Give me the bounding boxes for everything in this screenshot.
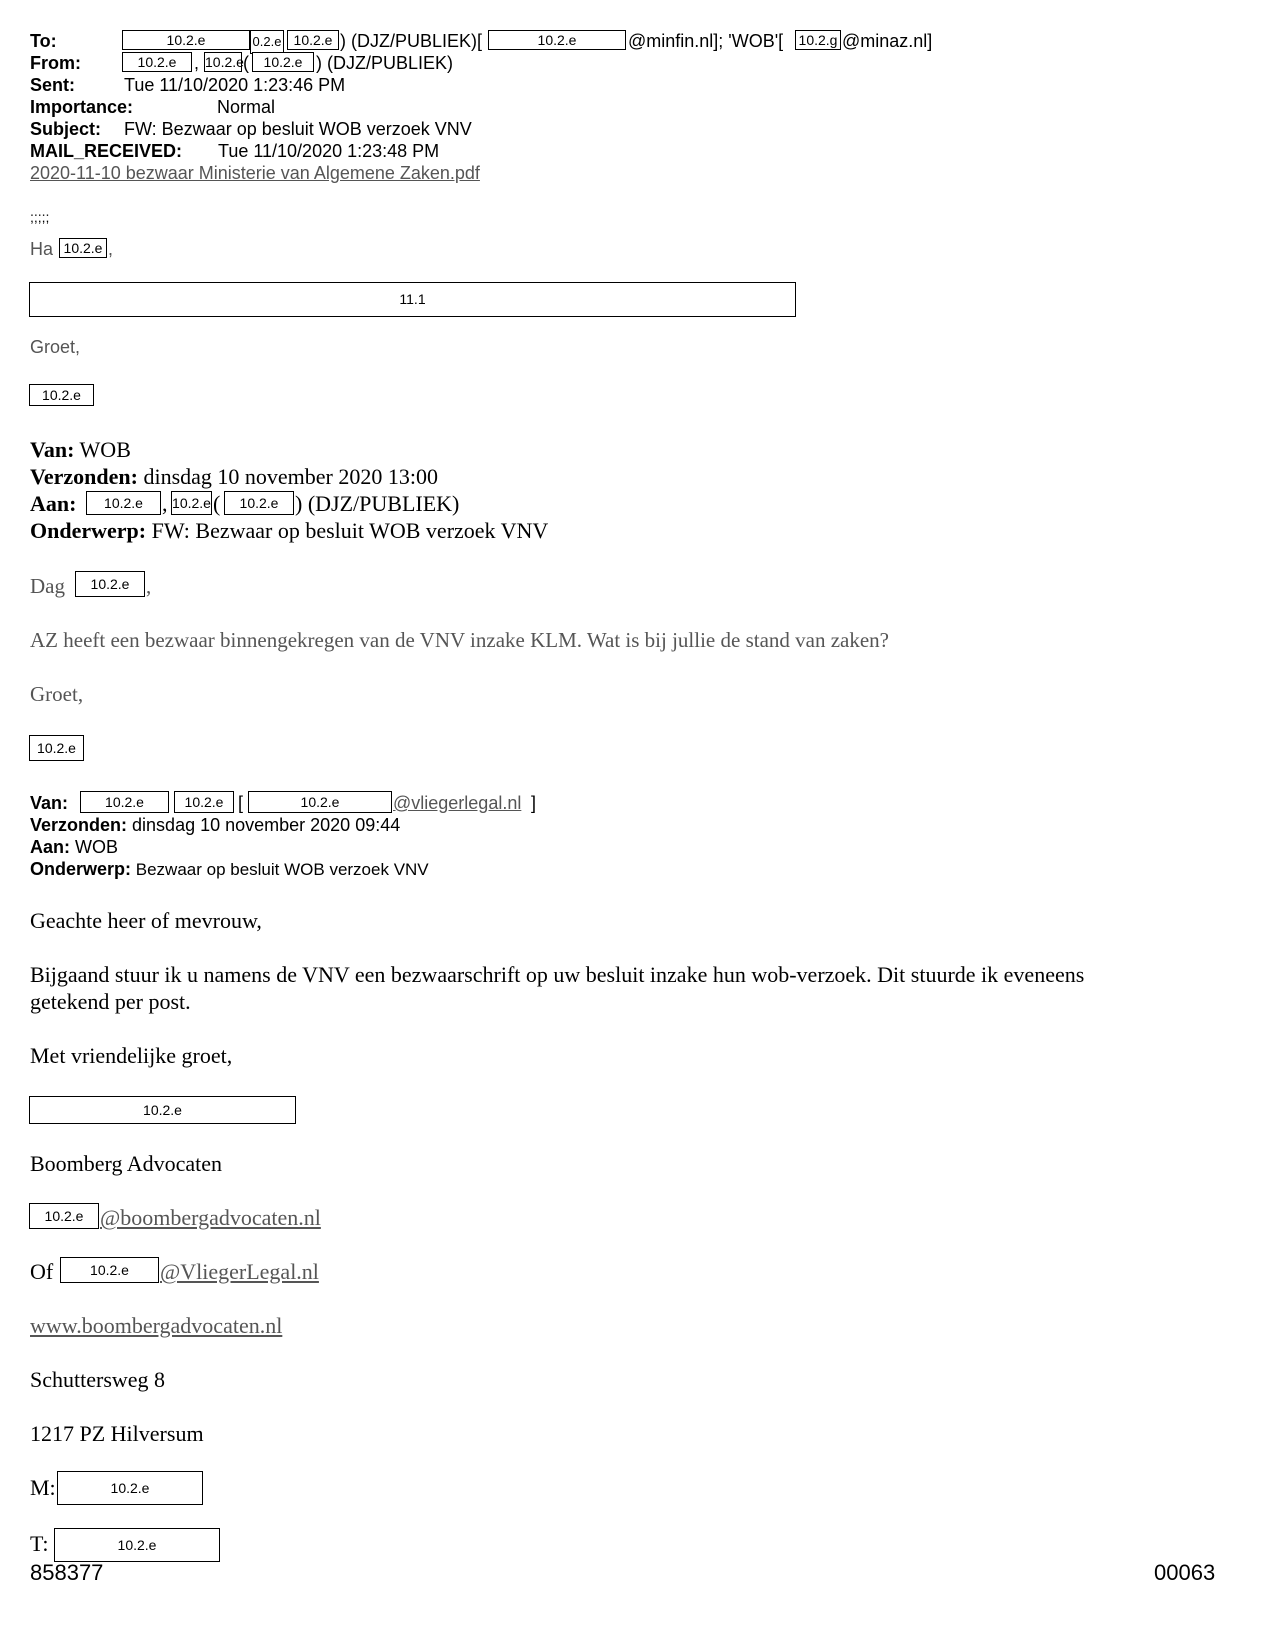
from-paren: ( (243, 53, 249, 73)
footer-page-number: 00063 (1154, 1560, 1216, 1585)
received-label: MAIL_RECEIVED: (30, 141, 183, 161)
website-link[interactable]: www.boombergadvocaten.nl (30, 1313, 283, 1338)
redaction-box: 10.2.e (122, 52, 192, 72)
to-tail-text: @minfin.nl]; 'WOB'[ (628, 31, 784, 51)
aan-sep: , (162, 491, 168, 516)
redaction-box: 10.2.e (205, 54, 244, 70)
redaction-box: 10.2.e (252, 52, 314, 72)
aan-paren: ( (213, 491, 221, 516)
msg3-onderwerp-line (30, 858, 429, 881)
msg3-van-bracket: [ (238, 793, 244, 813)
body-line-2: getekend per post. (30, 989, 191, 1014)
firm-name: Boomberg Advocaten (30, 1151, 223, 1176)
importance-label: Importance: (30, 97, 134, 117)
from-sep: , (194, 53, 200, 73)
redaction-box: 10.2.e (224, 491, 294, 515)
msg2-van-line (30, 437, 131, 463)
redaction-box: 10.2.e (488, 30, 626, 50)
msg2-closing: Groet, (30, 682, 84, 706)
redaction-box: 0.2.e (250, 30, 284, 54)
to-mid-text: ) (DJZ/PUBLIEK)[ (340, 31, 483, 51)
aan-value: WOB (75, 837, 119, 857)
msg2-greeting-comma: , (146, 574, 152, 598)
msg2-onderwerp-line (30, 518, 548, 544)
aan-label: Aan: (30, 837, 70, 857)
sent-value: Tue 11/10/2020 1:23:46 PM (124, 75, 346, 95)
redaction-box: 10.2.e (29, 1203, 99, 1229)
to-label: To: (30, 31, 57, 51)
dots-text: ;;;;; (30, 209, 50, 225)
msg3-van-end: ] (531, 793, 537, 813)
greeting-comma: , (108, 239, 114, 259)
received-value: Tue 11/10/2020 1:23:48 PM (218, 141, 440, 161)
attachment-link[interactable]: 2020-11-10 bezwaar Ministerie van Algemene Zaken.pdf (30, 163, 480, 183)
greeting-text: Ha (30, 239, 54, 259)
email2-domain-link[interactable]: @VliegerLegal.nl (160, 1259, 319, 1284)
subject-value: FW: Bezwaar op besluit WOB verzoek VNV (124, 119, 472, 139)
msg2-verzonden-line (30, 464, 438, 490)
redaction-box: 10.2.e (174, 791, 234, 813)
onderwerp-value: FW: Bezwaar op besluit WOB verzoek VNV (151, 518, 549, 543)
redaction-box: 10.2.e (248, 791, 392, 813)
importance-value: Normal (217, 97, 276, 117)
mobile-label: M: (30, 1475, 56, 1500)
redaction-box: 10.2.e (54, 1528, 220, 1562)
to-end-text: @minaz.nl] (842, 31, 933, 51)
onderwerp-value: Bezwaar op besluit WOB verzoek VNV (135, 860, 429, 879)
onderwerp-label: Onderwerp: (30, 859, 132, 879)
van-label: Van: (30, 437, 75, 462)
aan-end: ) (DJZ/PUBLIEK) (295, 491, 460, 516)
msg2-greeting: Dag (30, 574, 65, 598)
redaction-box: 10.2.e (29, 735, 84, 761)
closing-text: Groet, (30, 337, 81, 357)
redaction-box: 10.2.e (75, 571, 145, 597)
phone-label: T: (30, 1531, 49, 1556)
salutation: Geachte heer of mevrouw, (30, 908, 262, 933)
redaction-box: 10.2.e (29, 384, 94, 406)
city: 1217 PZ Hilversum (30, 1421, 204, 1446)
from-label: From: (30, 53, 81, 73)
header-to-line (30, 30, 57, 52)
aan-label: Aan: (30, 491, 77, 516)
from-end: ) (DJZ/PUBLIEK) (316, 53, 454, 73)
redaction-box: 10.2.e (171, 491, 212, 515)
closing: Met vriendelijke groet, (30, 1043, 233, 1068)
street: Schuttersweg 8 (30, 1367, 166, 1392)
redaction-box: 10.2.e (57, 1471, 203, 1505)
footer-doc-number: 858377 (30, 1560, 104, 1585)
msg3-van-label: Van: (30, 793, 69, 813)
onderwerp-label: Onderwerp: (30, 518, 147, 543)
verzonden-value: dinsdag 10 november 2020 13:00 (143, 464, 438, 489)
subject-label: Subject: (30, 119, 102, 139)
redaction-box: 10.2.e (29, 1096, 296, 1124)
redaction-box: 10.2.e (287, 30, 339, 50)
msg3-aan-line (30, 836, 118, 858)
verzonden-label: Verzonden: (30, 815, 128, 835)
email1-domain-link[interactable]: @boombergadvocaten.nl (100, 1205, 321, 1230)
redaction-box: 10.2.e (86, 491, 161, 515)
verzonden-label: Verzonden: (30, 464, 138, 489)
body-line-1: Bijgaand stuur ik u namens de VNV een bezwaarschrift op uw besluit inzake hun wob-verzoek. Dit stuurde ik eveneens (30, 962, 1085, 987)
redaction-box: 10.2.g (795, 30, 841, 50)
msg3-verzonden-line (30, 814, 400, 836)
redaction-box: 10.2.e (59, 238, 107, 258)
sent-label: Sent: (30, 75, 75, 95)
msg3-van-email[interactable]: @vliegerlegal.nl (393, 793, 522, 813)
of-label: Of (30, 1259, 54, 1284)
redaction-box: 10.2.e (122, 30, 250, 50)
redaction-box: 10.2.e (60, 1257, 159, 1283)
van-value: WOB (79, 437, 131, 462)
redaction-box-body: 11.1 (29, 282, 796, 317)
msg2-body: AZ heeft een bezwaar binnengekregen van de VNV inzake KLM. Wat is bij jullie de stand van zaken? (30, 628, 890, 652)
verzonden-value: dinsdag 10 november 2020 09:44 (132, 815, 401, 835)
redaction-box: 10.2.e (80, 791, 169, 813)
